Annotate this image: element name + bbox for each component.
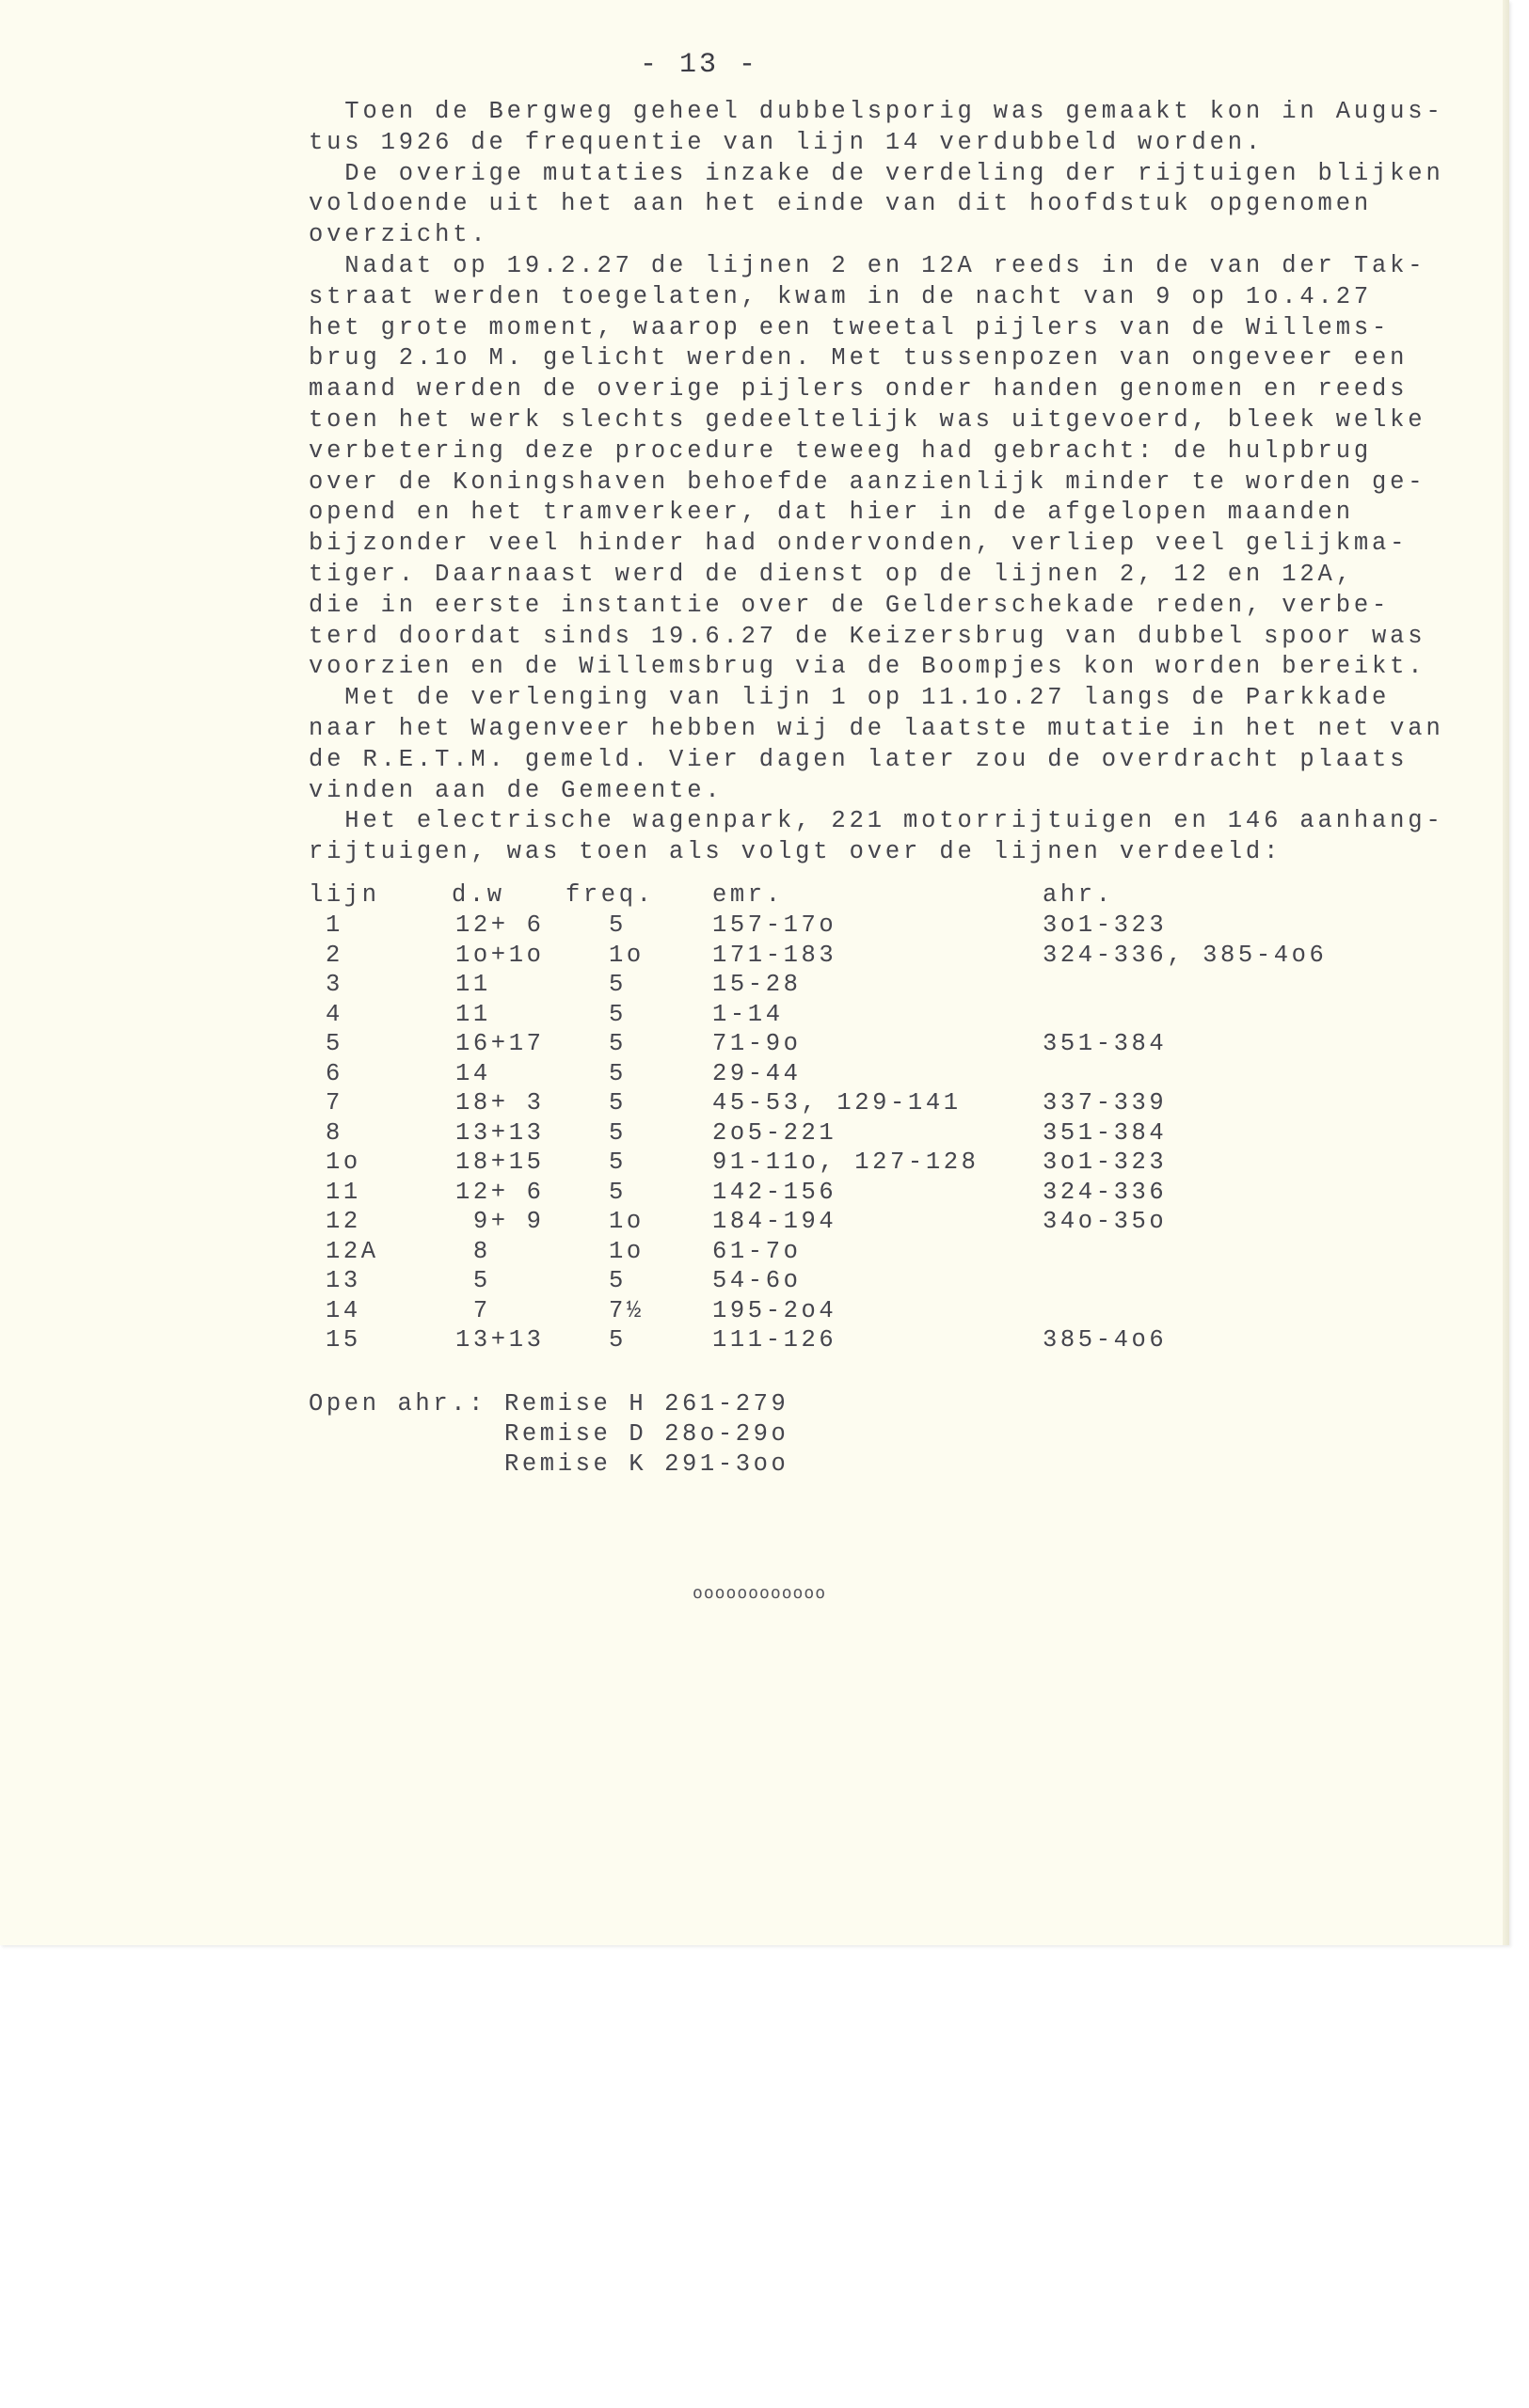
table-cell-dw: 18+ 3 bbox=[455, 1089, 545, 1117]
table-cell-emr: 45-53, 129-141 bbox=[712, 1089, 962, 1117]
text-line: maand werden de overige pijlers onder handen genomen en reeds bbox=[309, 375, 1409, 404]
table-cell-ahr: 3o1-323 bbox=[1043, 1149, 1168, 1176]
table-cell-ahr: 385-4o6 bbox=[1043, 1326, 1168, 1354]
table-cell-lijn: 2 bbox=[326, 941, 343, 969]
table-cell-ahr: 324-336, 385-4o6 bbox=[1043, 941, 1328, 969]
table-cell-emr: 142-156 bbox=[712, 1178, 837, 1206]
table-cell-ahr: 337-339 bbox=[1043, 1089, 1168, 1117]
table-cell-emr: 195-2o4 bbox=[712, 1296, 837, 1324]
table-cell-dw: 12+ 6 bbox=[455, 911, 545, 939]
text-line: naar het Wagenveer hebben wij de laatste mutatie in het net van bbox=[309, 715, 1444, 742]
table-cell-freq: 5 bbox=[609, 971, 627, 998]
table-cell-lijn: 1 bbox=[326, 911, 343, 939]
table-cell-freq: 5 bbox=[609, 1089, 627, 1117]
table-cell-ahr: 324-336 bbox=[1043, 1178, 1168, 1206]
text-line: Nadat op 19.2.27 de lijnen 2 en 12A reeds in de van der Tak- bbox=[309, 252, 1426, 279]
table-cell-freq: 5 bbox=[609, 1030, 627, 1057]
table-cell-lijn: 11 bbox=[326, 1178, 361, 1206]
table-header-dw: d.w bbox=[452, 881, 505, 909]
table-cell-lijn: 12 bbox=[326, 1208, 361, 1235]
table-cell-freq: 5 bbox=[609, 911, 627, 939]
table-cell-emr: 171-183 bbox=[712, 941, 837, 969]
table-cell-dw: 11 bbox=[455, 971, 491, 998]
table-cell-emr: 2o5-221 bbox=[712, 1118, 837, 1147]
table-cell-lijn: 6 bbox=[326, 1059, 343, 1087]
table-cell-freq: 5 bbox=[609, 1149, 627, 1176]
table-cell-dw: 1o+1o bbox=[455, 941, 545, 969]
table-cell-freq: 5 bbox=[609, 1326, 627, 1354]
table-cell-freq: 5 bbox=[609, 1267, 627, 1294]
text-line: toen het werk slechts gedeeltelijk was uitgevoerd, bleek welke bbox=[309, 406, 1426, 434]
table-cell-freq: 1o bbox=[609, 1237, 645, 1265]
text-line: voorzien en de Willemsbrug via de Boompjes kon worden bereikt. bbox=[309, 653, 1426, 681]
open-ahr-label: Open ahr.: bbox=[309, 1390, 487, 1418]
table-header-emr: emr. bbox=[712, 881, 784, 909]
table-cell-freq: 5 bbox=[609, 1059, 627, 1087]
text-line: straat werden toegelaten, kwam in de nacht van 9 op 1o.4.27 bbox=[309, 282, 1372, 310]
open-ahr-item: Remise D 28o-29o bbox=[504, 1420, 789, 1448]
open-ahr-item: Remise K 291-3oo bbox=[504, 1450, 789, 1478]
table-cell-lijn: 15 bbox=[326, 1326, 361, 1354]
table-cell-freq: 1o bbox=[609, 1208, 645, 1235]
table-cell-emr: 29-44 bbox=[712, 1059, 802, 1087]
table-cell-emr: 157-17o bbox=[712, 911, 837, 939]
table-cell-emr: 111-126 bbox=[712, 1326, 837, 1354]
table-cell-emr: 91-11o, 127-128 bbox=[712, 1149, 980, 1176]
table-header-lijn: lijn bbox=[309, 881, 380, 909]
text-line: brug 2.1o M. gelicht werden. Met tussenpozen van ongeveer een bbox=[309, 344, 1409, 372]
text-line: tus 1926 de frequentie van lijn 14 verdubbeld worden. bbox=[309, 128, 1265, 156]
table-cell-emr: 54-6o bbox=[712, 1267, 802, 1294]
table-cell-dw: 16+17 bbox=[455, 1030, 545, 1057]
open-ahr-item: Remise H 261-279 bbox=[504, 1390, 789, 1418]
table-header-freq: freq. bbox=[565, 881, 655, 909]
table-cell-dw: 12+ 6 bbox=[455, 1178, 545, 1206]
section-divider: oooooooooooo bbox=[693, 1583, 827, 1603]
page-edge bbox=[1503, 0, 1509, 1945]
table-cell-dw: 13+13 bbox=[455, 1326, 545, 1354]
table-cell-dw: 13+13 bbox=[455, 1118, 545, 1147]
text-line: opend en het tramverkeer, dat hier in de afgelopen maanden bbox=[309, 499, 1354, 527]
text-line: terd doordat sinds 19.6.27 de Keizersbrug van dubbel spoor was bbox=[309, 622, 1426, 650]
text-line: Toen de Bergweg geheel dubbelsporig was gemaakt kon in Augus- bbox=[309, 98, 1444, 125]
table-cell-ahr: 3o1-323 bbox=[1043, 911, 1168, 939]
page-number: - 13 - bbox=[640, 49, 759, 81]
table-cell-lijn: 8 bbox=[326, 1118, 343, 1147]
text-line: over de Koningshaven behoefde aanzienlijk minder te worden ge- bbox=[309, 467, 1426, 496]
table-cell-ahr: 351-384 bbox=[1043, 1118, 1168, 1147]
table-cell-lijn: 14 bbox=[326, 1296, 361, 1324]
text-line: vinden aan de Gemeente. bbox=[309, 776, 724, 804]
table-cell-lijn: 12A bbox=[326, 1237, 379, 1265]
text-line: tiger. Daarnaast werd de dienst op de lijnen 2, 12 en 12A, bbox=[309, 561, 1354, 588]
table-cell-dw: 9+ 9 bbox=[455, 1208, 545, 1235]
table-cell-lijn: 5 bbox=[326, 1030, 343, 1057]
text-line: Het electrische wagenpark, 221 motorrijtuigen en 146 aanhang- bbox=[309, 807, 1444, 835]
table-cell-freq: 1o bbox=[609, 941, 645, 969]
text-line: De overige mutaties inzake de verdeling der rijtuigen blijken bbox=[309, 159, 1444, 187]
table-cell-emr: 71-9o bbox=[712, 1030, 802, 1057]
table-cell-ahr: 34o-35o bbox=[1043, 1208, 1168, 1235]
text-line: voldoende uit het aan het einde van dit hoofdstuk opgenomen bbox=[309, 190, 1372, 218]
table-cell-emr: 61-7o bbox=[712, 1237, 802, 1265]
table-cell-emr: 1-14 bbox=[712, 1000, 784, 1028]
text-line: rijtuigen, was toen als volgt over de lijnen verdeeld: bbox=[309, 838, 1282, 866]
table-cell-dw: 14 bbox=[455, 1059, 491, 1087]
table-cell-lijn: 3 bbox=[326, 971, 343, 998]
text-line: Met de verlenging van lijn 1 op 11.1o.27 langs de Parkkade bbox=[309, 684, 1391, 712]
table-header-ahr: ahr. bbox=[1043, 881, 1114, 909]
text-line: die in eerste instantie over de Gelderschekade reden, verbe- bbox=[309, 591, 1391, 619]
table-cell-freq: 7½ bbox=[609, 1296, 645, 1324]
table-cell-ahr: 351-384 bbox=[1043, 1030, 1168, 1057]
table-cell-dw: 7 bbox=[455, 1296, 491, 1324]
table-cell-emr: 184-194 bbox=[712, 1208, 837, 1235]
table-cell-freq: 5 bbox=[609, 1000, 627, 1028]
table-cell-lijn: 13 bbox=[326, 1267, 361, 1294]
table-cell-dw: 18+15 bbox=[455, 1149, 545, 1176]
table-cell-dw: 8 bbox=[455, 1237, 491, 1265]
table-cell-dw: 11 bbox=[455, 1000, 491, 1028]
text-line: het grote moment, waarop een tweetal pijlers van de Willems- bbox=[309, 313, 1391, 341]
table-cell-emr: 15-28 bbox=[712, 971, 802, 998]
table-cell-freq: 5 bbox=[609, 1118, 627, 1147]
table-cell-dw: 5 bbox=[455, 1267, 491, 1294]
text-line: overzicht. bbox=[309, 221, 489, 249]
text-line: de R.E.T.M. gemeld. Vier dagen later zou de overdracht plaats bbox=[309, 745, 1409, 773]
text-line: bijzonder veel hinder had ondervonden, verliep veel gelijkma- bbox=[309, 530, 1409, 558]
table-cell-lijn: 1o bbox=[326, 1149, 361, 1176]
table-cell-lijn: 4 bbox=[326, 1000, 343, 1028]
table-cell-freq: 5 bbox=[609, 1178, 627, 1206]
table-cell-lijn: 7 bbox=[326, 1089, 343, 1117]
text-line: verbetering deze procedure teweeg had gebracht: de hulpbrug bbox=[309, 436, 1372, 465]
